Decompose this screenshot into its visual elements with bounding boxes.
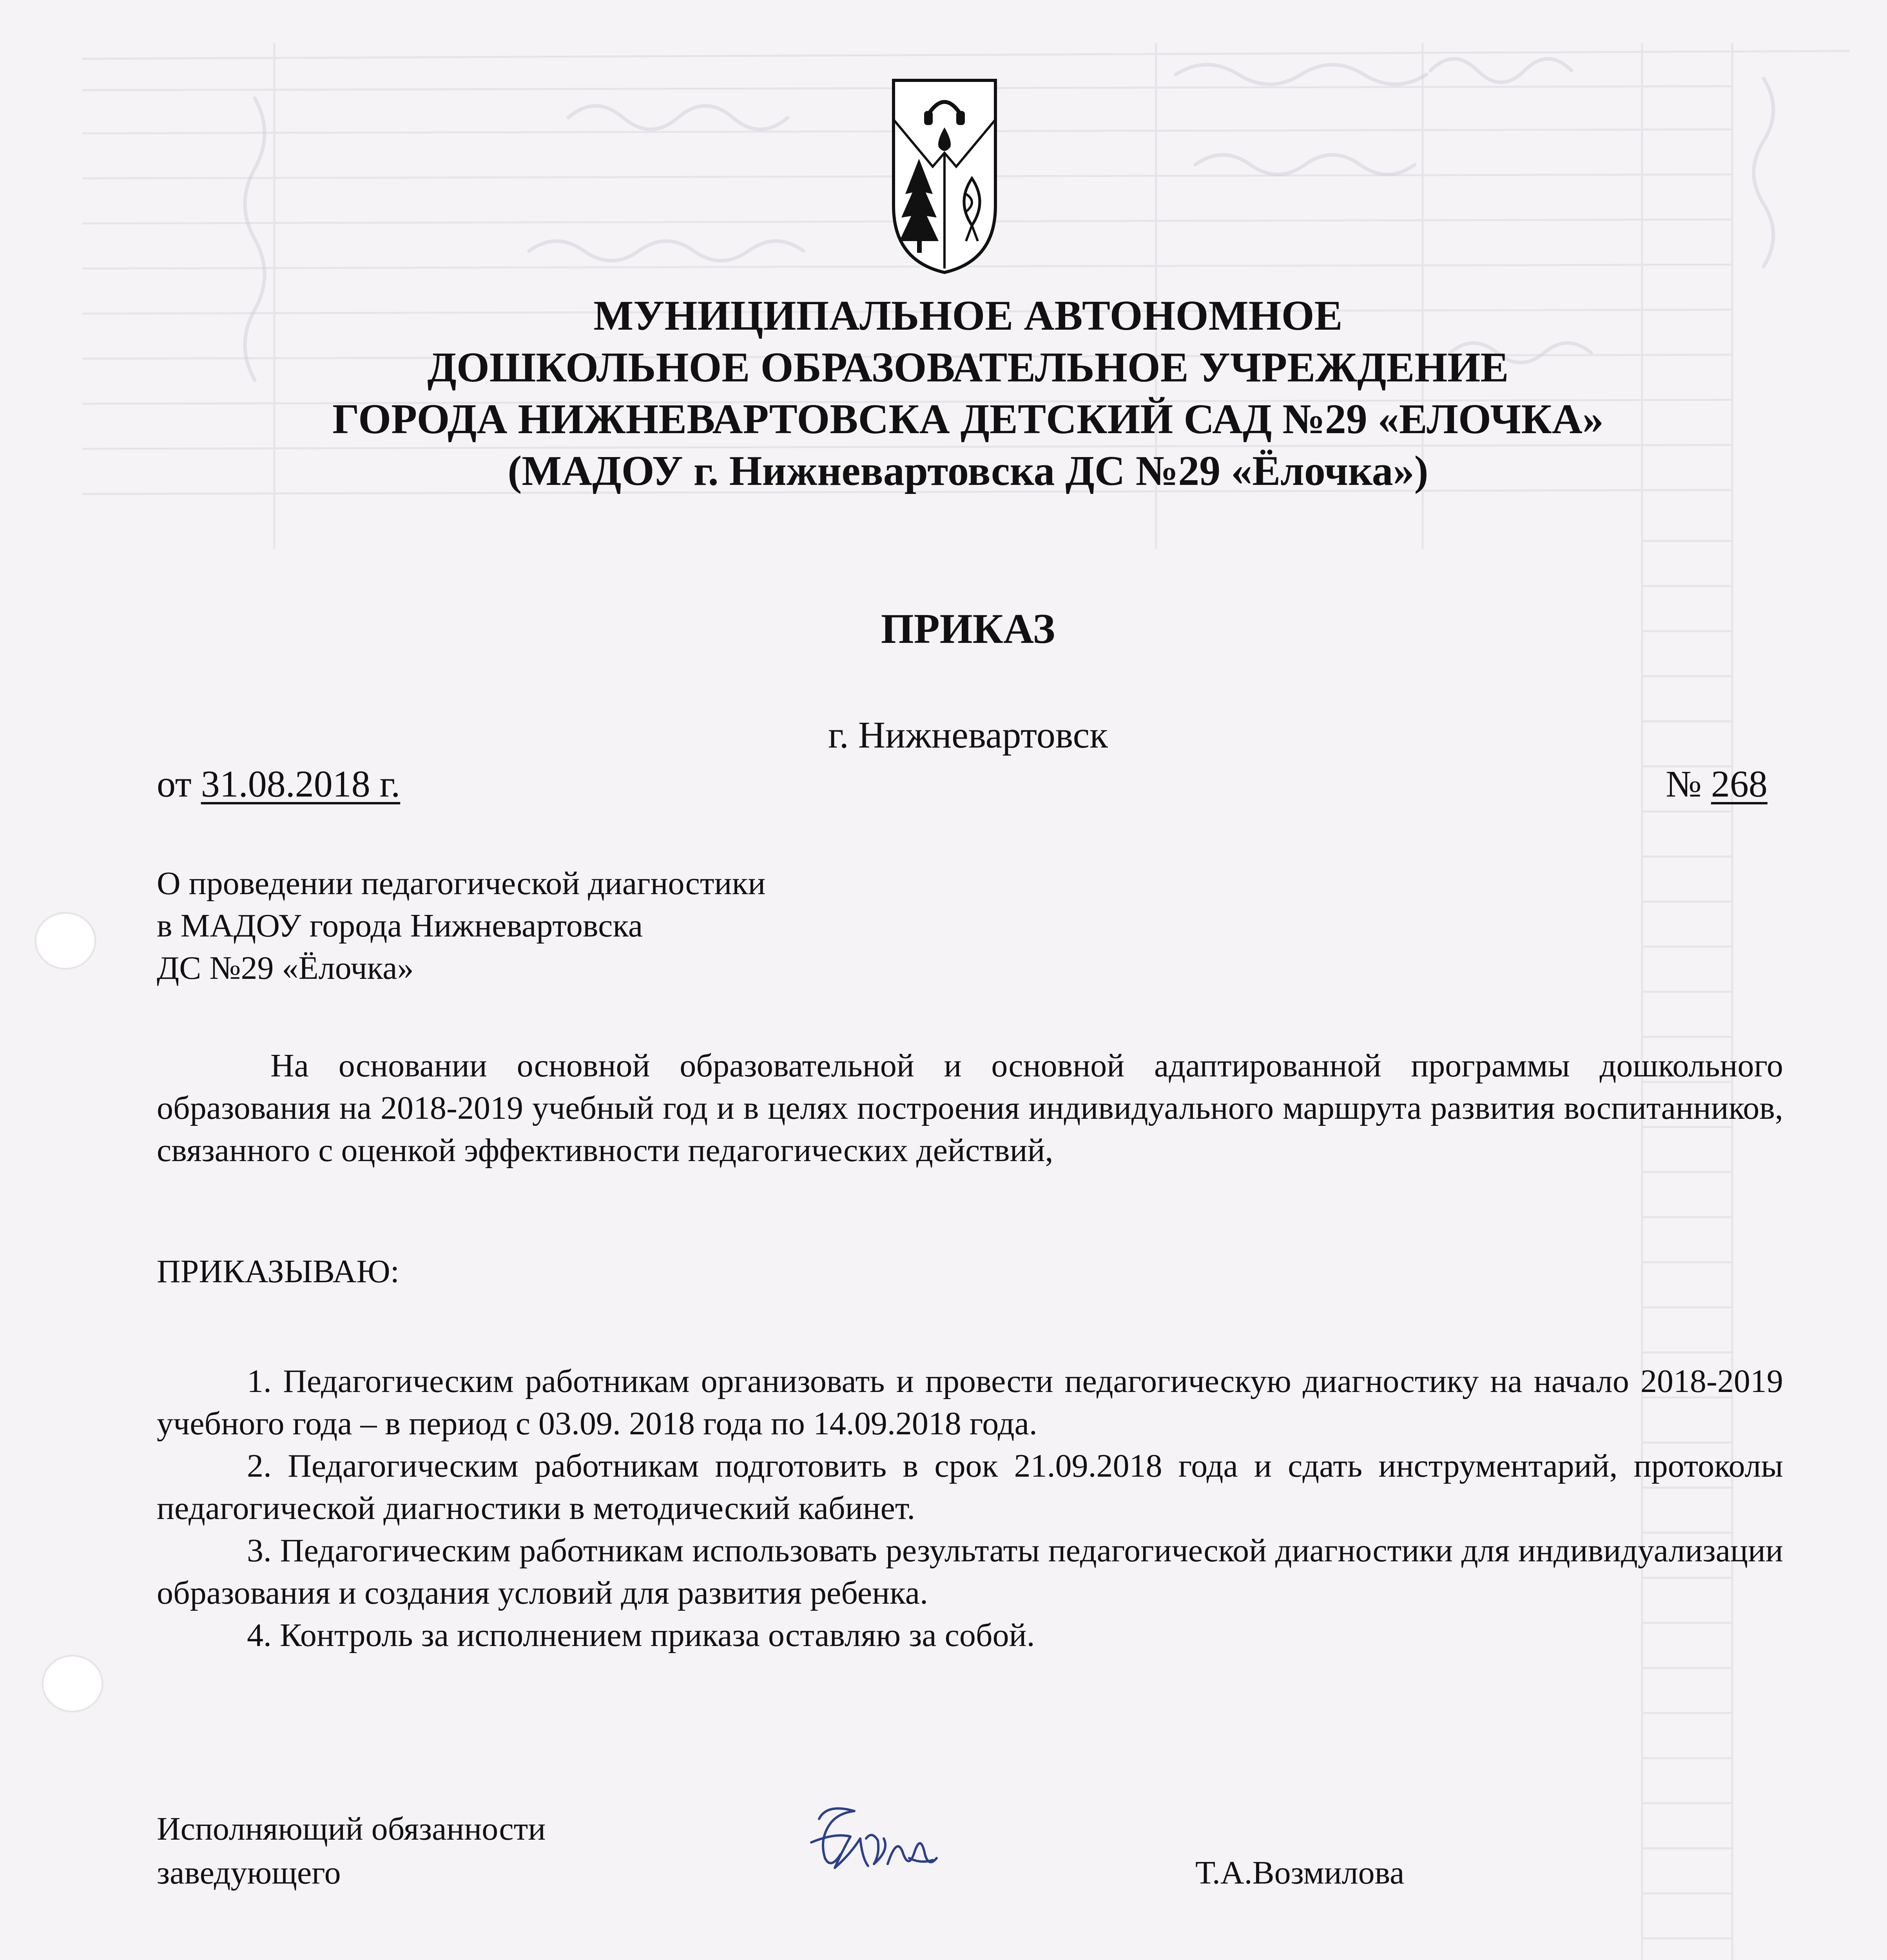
signatory-title (157, 1807, 546, 1895)
header-line-3: ГОРОДА НИЖНЕВАРТОВСКА ДЕТСКИЙ САД №29 «ЕЛОЧКА» (332, 396, 1604, 443)
basis-paragraph: На основании основной образовательной и основной адаптированной программы дошкольного образования на 2018-2019 учебный год и в целях построения индивидуального маршрута развития воспитанников, связанного с оценкой эффективности педагогических действий, (157, 1047, 1783, 1169)
signatory-name: Т.А.Возмилова (1195, 1855, 1405, 1891)
order-item-2: 2. Педагогическим работникам подготовить в срок 21.09.2018 года и сдать инструментарий, протоколы педагогической диагностики в методический кабинет. (157, 1448, 1783, 1526)
number-value: 268 (1711, 763, 1767, 805)
document-city: г. Нижневартовск (828, 714, 1108, 756)
signatory-title-line-1: Исполняющий обязанности (157, 1811, 546, 1847)
document-number (1666, 760, 1767, 808)
document-date (157, 760, 400, 808)
subject-line-3: ДС №29 «Ёлочка» (157, 950, 414, 986)
hole-punch-top (36, 913, 95, 968)
order-items (157, 1360, 1783, 1657)
date-value: 31.08.2018 г. (201, 763, 401, 805)
number-prefix: № (1666, 763, 1711, 805)
order-item-4: 4. Контроль за исполнением приказа оставляю за собой. (247, 1617, 1035, 1653)
document-subject (157, 862, 1019, 989)
city-coat-of-arms-icon (890, 76, 999, 276)
subject-line-2: в МАДОУ города Нижневартовска (157, 907, 643, 944)
date-prefix: от (157, 763, 201, 805)
hole-punch-bottom (43, 1656, 102, 1711)
handwritten-signature (803, 1795, 952, 1882)
order-item-3: 3. Педагогическим работникам использовать результаты педагогической диагностики для индивидуализации образования и создания условий для развития ребенка. (157, 1532, 1783, 1611)
header-line-2: ДОШКОЛЬНОЕ ОБРАЗОВАТЕЛЬНОЕ УЧРЕЖДЕНИЕ (427, 344, 1509, 391)
signatory-title-line-2: заведующего (157, 1855, 341, 1891)
subject-line-1: О проведении педагогической диагностики (157, 865, 766, 902)
header-line-4: (МАДОУ г. Нижневартовска ДС №29 «Ёлочка») (508, 448, 1428, 494)
header-line-1: МУНИЦИПАЛЬНОЕ АВТОНОМНОЕ (593, 292, 1343, 339)
order-item-1: 1. Педагогическим работникам организовать и провести педагогическую диагностику на начало 2018-2019 учебного года – в период с 03.09. 2018 года по 14.09.2018 года. (157, 1363, 1783, 1442)
organization-header (157, 290, 1779, 497)
document-title: ПРИКАЗ (881, 606, 1055, 652)
order-word: ПРИКАЗЫВАЮ: (157, 1253, 400, 1290)
